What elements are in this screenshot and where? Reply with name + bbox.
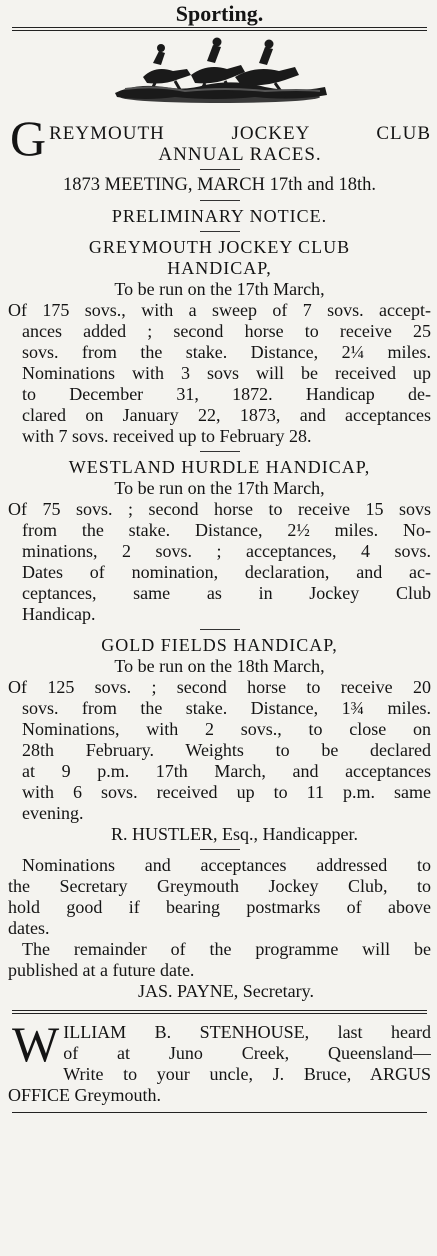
race-run-date: To be run on the 17th March, (114, 478, 325, 498)
drop-cap-g: G (10, 117, 48, 165)
divider (200, 200, 240, 201)
closing-text-line: The remainder of the programme will be (22, 939, 431, 959)
race-text-line: from the stake. Distance, 2½ miles. No- (22, 520, 431, 540)
closing-notes (8, 855, 431, 1002)
race-text-line: with 7 sovs. received up to February 28. (22, 426, 312, 446)
annual-races-title: ANNUAL RACES. (158, 144, 322, 165)
drop-cap-w: W (12, 1022, 60, 1072)
closing-text-line: dates. (8, 918, 50, 938)
race-text-line: ceptances, same as in Jockey Club (22, 583, 431, 603)
race-text-line: minations, 2 sovs. ; acceptances, 4 sovs. (22, 541, 431, 561)
personal-text-line: OFFICE Greymouth. (8, 1085, 161, 1105)
personal-notice (8, 1022, 431, 1106)
divider (200, 231, 240, 232)
race-text-line: Nominations with 3 sovs will be received up (22, 363, 431, 383)
closing-text-line: the Secretary Greymouth Jockey Club, to (8, 876, 431, 896)
race-text-line: Of 125 sovs. ; second horse to receive 20 (8, 677, 431, 697)
preliminary-notice: PRELIMINARY NOTICE. (111, 206, 328, 226)
race-text-line: Of 175 sovs., with a sweep of 7 sovs. accept- (8, 300, 431, 320)
race-text-line: ances added ; second horse to receive 25 (22, 321, 431, 341)
race-text-line: evening. (22, 803, 84, 823)
race-jockey-club-handicap (8, 237, 431, 447)
closing-text-line: published at a future date. (8, 960, 195, 980)
closing-text-line: hold good if bearing postmarks of above (8, 897, 431, 917)
race-text-line: 28th February. Weights to be declared (22, 740, 431, 760)
race-text-line: Nominations, with 2 sovs., to close on (22, 719, 431, 739)
meeting-dates: 1873 MEETING, MARCH 17th and 18th. (63, 175, 376, 195)
race-name: GREYMOUTH JOCKEY CLUB (88, 237, 351, 257)
race-text-line: Of 75 sovs. ; second horse to receive 15 sovs (8, 499, 431, 519)
race-text-line: Dates of nomination, declaration, and ac- (22, 562, 431, 582)
race-westland-hurdle-handicap (8, 457, 431, 625)
race-text-line: sovs. from the stake. Distance, 1¾ miles. (22, 698, 431, 718)
race-name-cont: HANDICAP, (167, 258, 272, 278)
race-name: WESTLAND HURDLE HANDICAP, (68, 457, 371, 477)
personal-text-line: ILLIAM B. STENHOUSE, last heard (63, 1022, 431, 1042)
race-text-line: clared on January 22, 1873, and acceptances (22, 405, 431, 425)
race-gold-fields-handicap (8, 635, 431, 824)
closing-text-line: Nominations and acceptances addressed to (22, 855, 431, 875)
notice-heading (8, 117, 431, 165)
club-title: REYMOUTH JOCKEY CLUB (49, 123, 431, 144)
racing-horses-illustration (95, 35, 345, 107)
divider (200, 849, 240, 850)
personal-text-line: of at Juno Creek, Queensland— (63, 1043, 431, 1063)
race-text-line: Handicap. (22, 604, 96, 624)
top-rule (12, 27, 427, 31)
footer-rule (12, 1112, 427, 1113)
race-text-line: to December 31, 1872. Handicap de- (22, 384, 431, 404)
signature: JAS. PAYNE, Secretary. (138, 981, 315, 1001)
race-text-line: sovs. from the stake. Distance, 2¼ miles. (22, 342, 431, 362)
race-run-date: To be run on the 17th March, (114, 279, 325, 299)
race-text-line: at 9 p.m. 17th March, and acceptances (22, 761, 431, 781)
divider (200, 629, 240, 630)
race-name: GOLD FIELDS HANDICAP, (101, 635, 338, 655)
race-run-date: To be run on the 18th March, (114, 656, 325, 676)
divider (200, 451, 240, 452)
divider (200, 169, 240, 170)
handicapper: R. HUSTLER, Esq., Handicapper. (111, 824, 358, 844)
race-text-line: with 6 sovs. received up to 11 p.m. same (22, 782, 431, 802)
section-title: Sporting. (175, 1, 264, 26)
personal-text-line: Write to your uncle, J. Bruce, ARGUS (63, 1064, 431, 1084)
